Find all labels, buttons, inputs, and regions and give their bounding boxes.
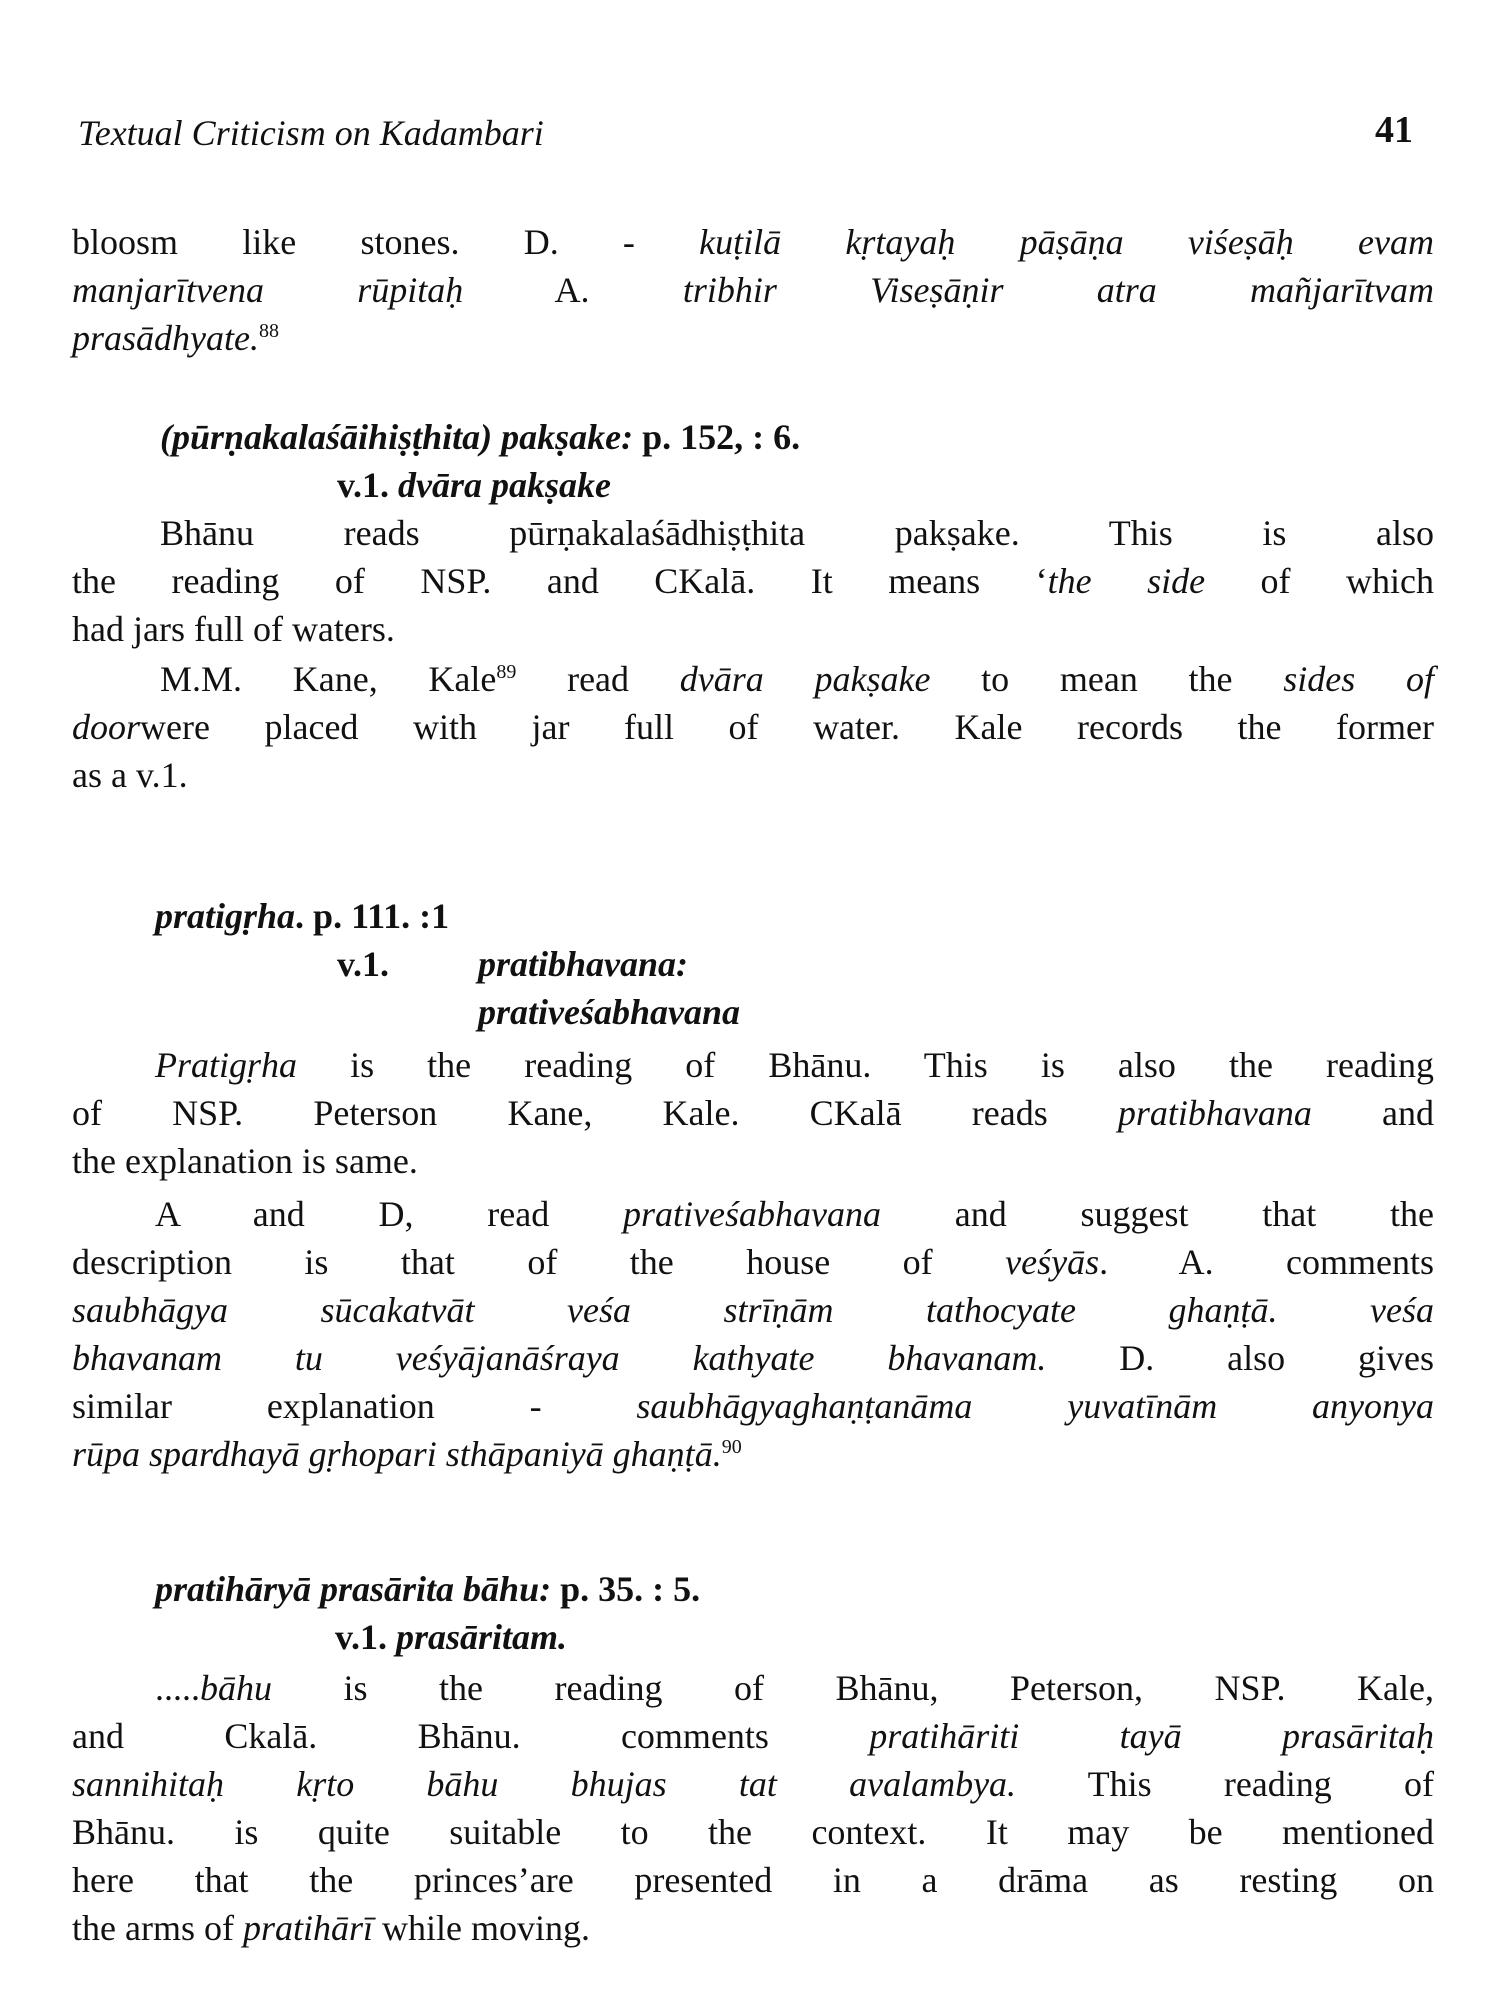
variant-reading: v.1. dvāra pakṣake <box>337 465 611 505</box>
text-line: description is that of the house of veśyās. A. comments <box>72 1242 1434 1282</box>
footnote-ref: 88 <box>258 320 279 342</box>
footnote-ref: 89 <box>496 661 517 683</box>
page-number: 41 <box>1375 109 1413 151</box>
text-line: saubhāgya sūcakatvāt veśa strīṇām tathocyate ghaṇṭā. veśa <box>72 1290 1434 1330</box>
running-header-title: Textual Criticism on Kadambari <box>78 113 544 153</box>
text-line: the explanation is same. <box>72 1141 418 1181</box>
text-line: Pratigṛha is the reading of Bhānu. This is also the reading <box>155 1045 1434 1085</box>
footnote-ref: 90 <box>721 1436 742 1458</box>
variant-reading: prativeśabhavana <box>478 992 741 1032</box>
text-line: manjarītvena rūpitaḥ A. tribhir Viseṣāṇir atra mañjarītvam <box>72 270 1435 310</box>
variant-reading: v.1. prasāritam. <box>335 1617 568 1657</box>
text-line: and Ckalā. Bhānu. comments pratihāriti tayā prasāritaḥ <box>72 1716 1435 1756</box>
variant-label: v.1. <box>337 944 390 984</box>
text-line: bloosm like stones. D. - kuṭilā kṛtayaḥ pāṣāṇa viśeṣāḥ evam <box>72 222 1434 262</box>
text-line: sannihitaḥ kṛto bāhu bhujas tat avalambya. This reading of <box>72 1764 1434 1804</box>
text-line: bhavanam tu veśyājanāśraya kathyate bhavanam. D. also gives <box>72 1338 1434 1378</box>
text-line: the arms of pratihārī while moving. <box>72 1908 590 1948</box>
text-line: M.M. Kane, Kale$^{89}$ read dvāra pakṣake to mean the sides of <box>160 659 1434 699</box>
text-line: A and D, read prativeśabhavana and suggest that the <box>155 1194 1434 1234</box>
entry-heading: pratihāryā prasārita bāhu: p. 35. : 5. <box>155 1569 701 1609</box>
text-line: as a v.1. <box>72 755 188 795</box>
text-line: .....bāhu is the reading of Bhānu, Peterson, NSP. Kale, <box>155 1668 1434 1708</box>
text-line: Bhānu. is quite suitable to the context. It may be mentioned <box>72 1812 1434 1852</box>
variant-reading: pratibhavana: <box>478 944 689 984</box>
text-line: of NSP. Peterson Kane, Kale. CKalā reads pratibhavana and <box>72 1093 1434 1133</box>
text-line: the reading of NSP. and CKalā. It means ‘the side of which <box>72 561 1434 601</box>
text-line: rūpa spardhayā gṛhopari sthāpaniyā ghaṇṭā.$^{90}$ <box>72 1434 742 1474</box>
text-line: had jars full of waters. <box>72 609 395 649</box>
entry-heading: pratigṛha. p. 111. :1 <box>155 896 450 936</box>
text-line: prasādhyate.$^{88}$ <box>72 318 279 358</box>
text-line: similar explanation - saubhāgyaghaṇṭanāma yuvatīnām anyonya <box>72 1386 1434 1426</box>
text-line: doorwere placed with jar full of water. Kale records the former <box>72 707 1434 747</box>
text-line: here that the princes’are presented in a drāma as resting on <box>72 1860 1434 1900</box>
text-line: Bhānu reads pūrṇakalaśādhiṣṭhita pakṣake. This is also <box>160 513 1434 553</box>
entry-heading: (pūrṇakalaśāihiṣṭhita) pakṣake: p. 152, : 6. <box>160 417 801 457</box>
